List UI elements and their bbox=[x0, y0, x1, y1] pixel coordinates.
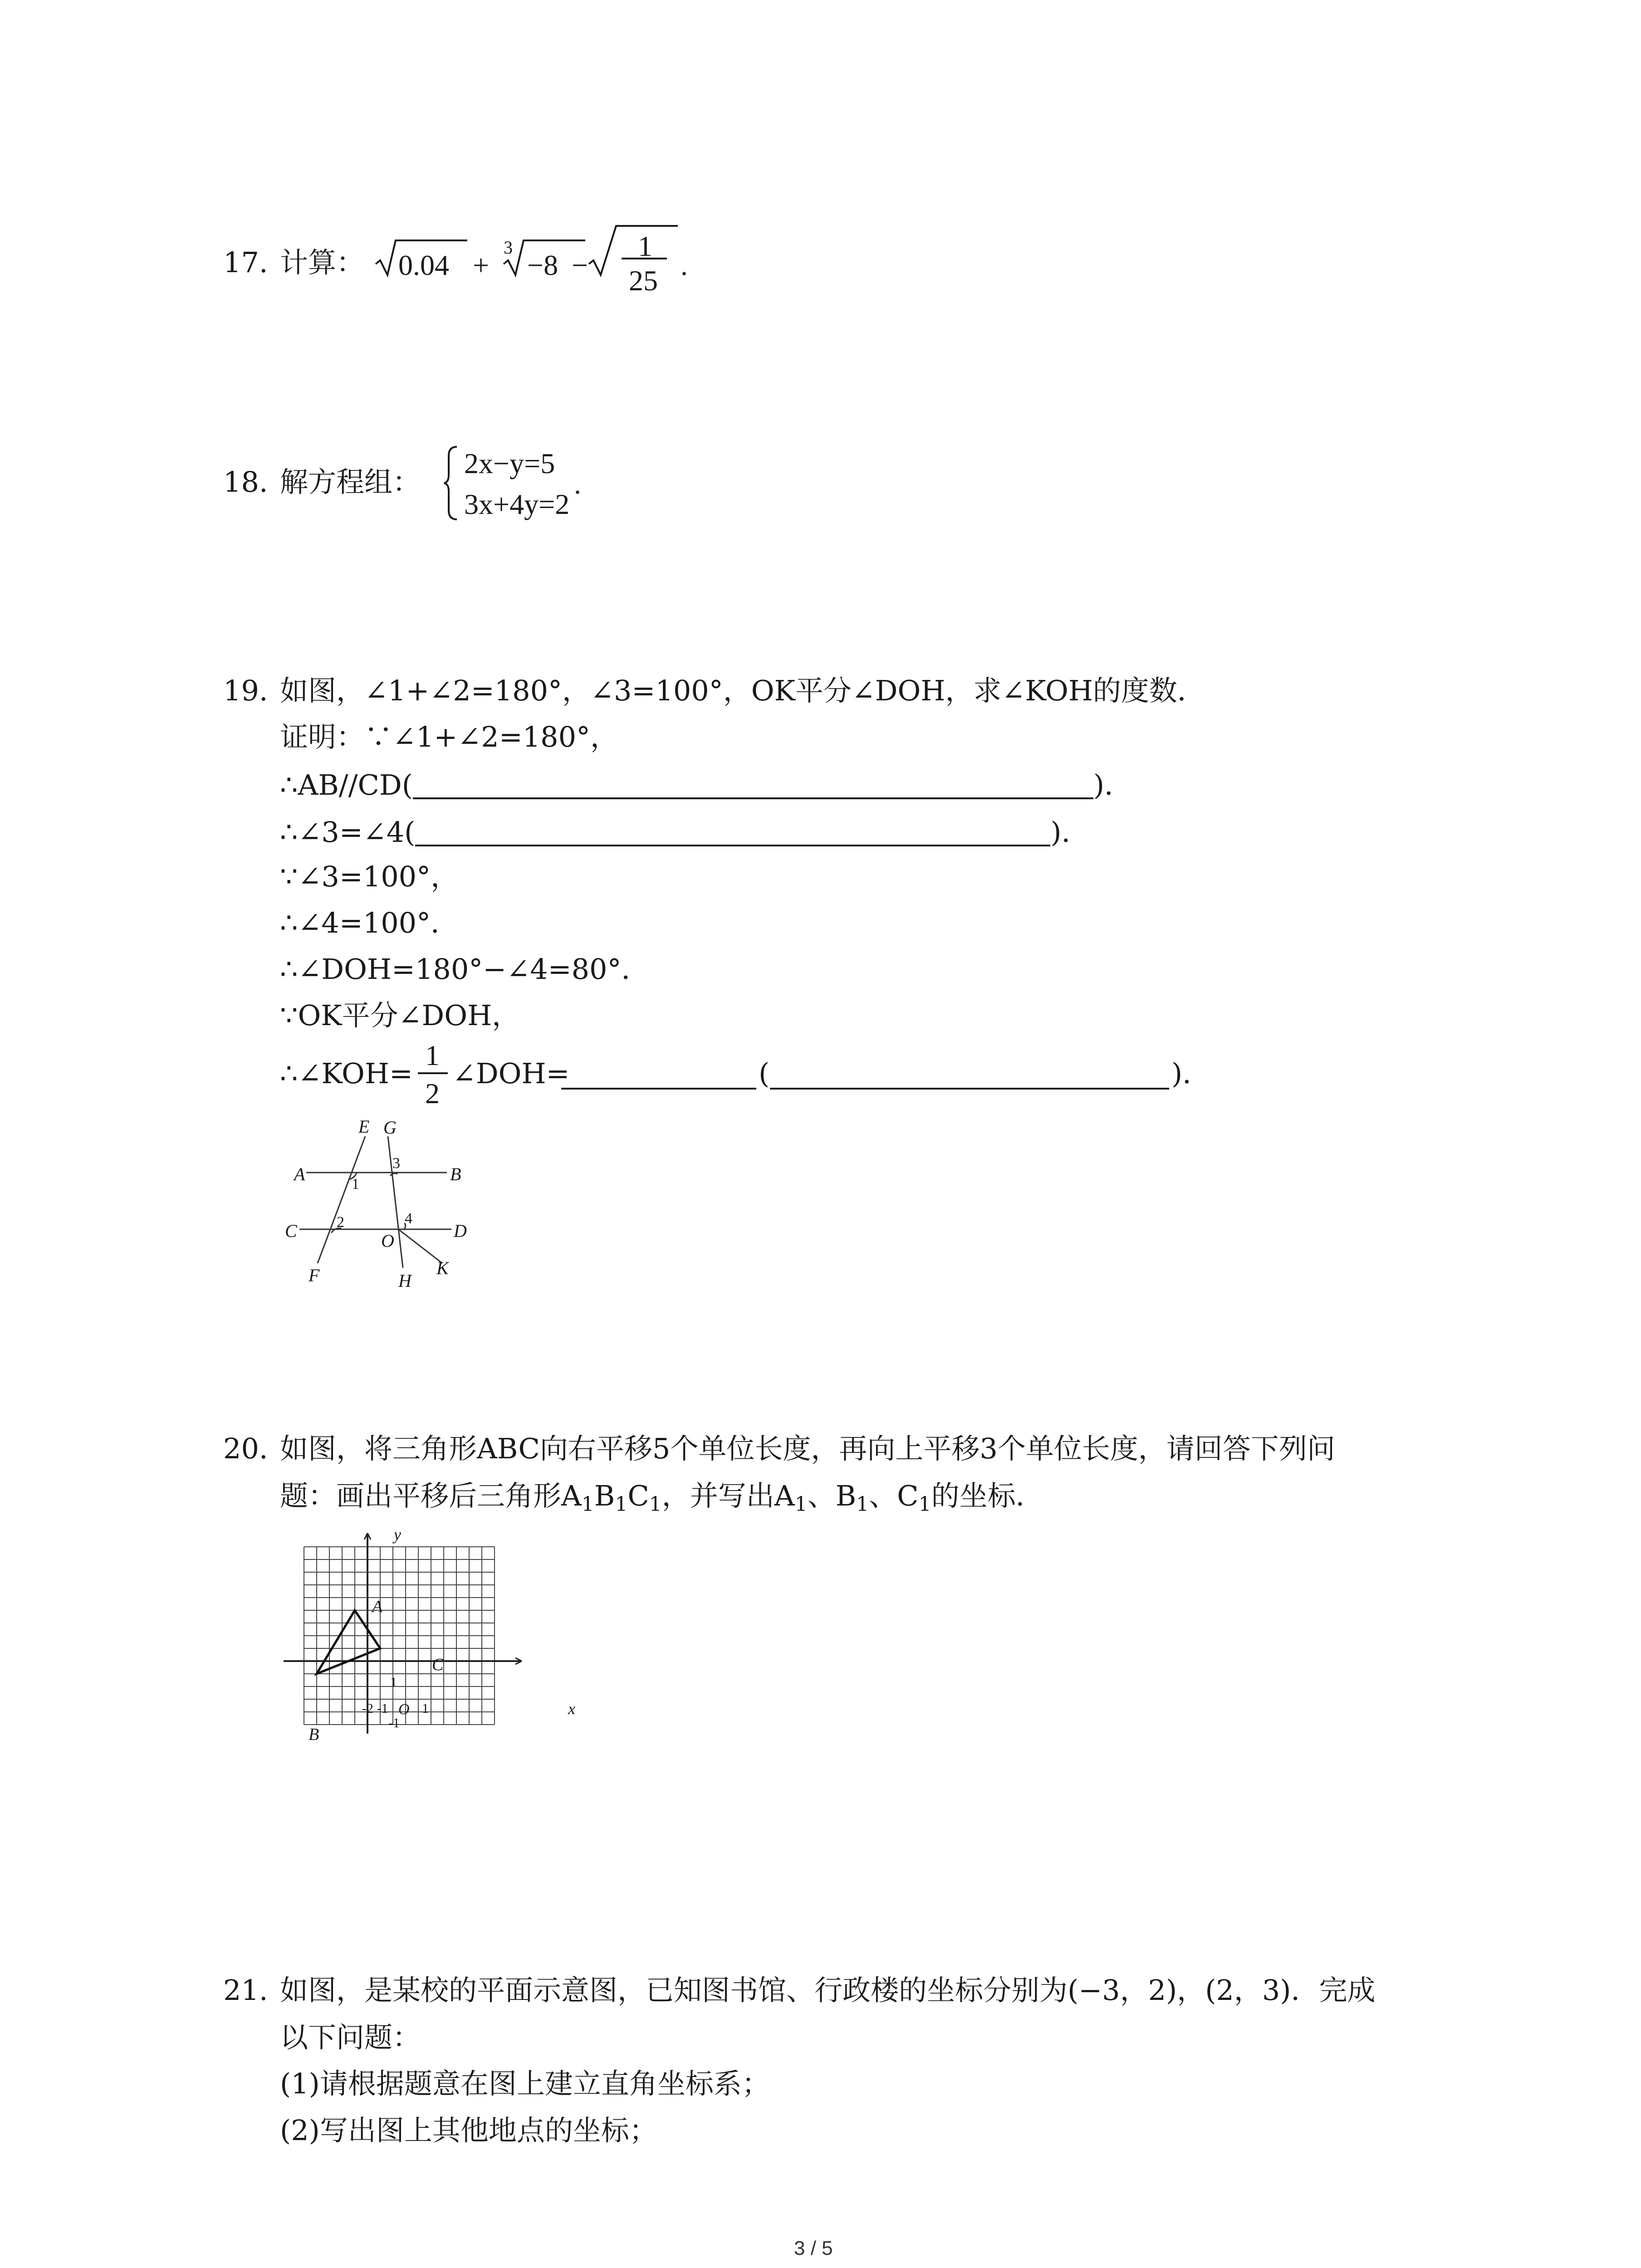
q17-expression bbox=[372, 213, 699, 304]
q20-line-2-e: 、B bbox=[807, 1479, 857, 1512]
q19-label-e: E bbox=[358, 1116, 370, 1137]
q20-line-2-f: 、C bbox=[869, 1479, 919, 1512]
q17-term1: 0.04 bbox=[398, 249, 449, 281]
q20-sub-c1b: 1 bbox=[918, 1493, 931, 1516]
q21-item-2: (2)写出图上其他地点的坐标； bbox=[280, 2114, 657, 2147]
q19-label-k: K bbox=[436, 1258, 449, 1278]
q20-grid-drawing bbox=[277, 1529, 603, 1823]
q20-x-axis-label: x bbox=[568, 1700, 575, 1718]
q18-period: . bbox=[574, 468, 581, 500]
q20-sub-b1: 1 bbox=[615, 1493, 628, 1516]
q19-label-c: C bbox=[285, 1221, 297, 1241]
q20-line-2-g: 的坐标． bbox=[931, 1479, 1044, 1512]
q21-line-2: 以下问题： bbox=[280, 2021, 421, 2054]
q18-label: 解方程组： bbox=[280, 465, 421, 499]
q19-angle-2: 2 bbox=[337, 1214, 344, 1231]
line-ef bbox=[318, 1136, 365, 1263]
q20-sub-b1b: 1 bbox=[856, 1493, 869, 1516]
q20-sub-a1: 1 bbox=[581, 1493, 594, 1516]
q20-sub-c1: 1 bbox=[649, 1493, 662, 1516]
q20-tick-m1y: -1 bbox=[388, 1716, 400, 1730]
q19-line-3-text: ∴∠3=∠4( bbox=[280, 816, 416, 849]
ray-ok bbox=[398, 1229, 442, 1263]
q19-label-d: D bbox=[454, 1221, 467, 1241]
q19-label-f: F bbox=[309, 1265, 320, 1286]
q19-line-2-close: )． bbox=[1093, 768, 1133, 802]
q20-tick-neg-x: -2 -1 bbox=[362, 1701, 388, 1716]
q20-sub-a1b: 1 bbox=[794, 1493, 808, 1516]
q20-label-o: O bbox=[398, 1701, 410, 1718]
q19-line-8-text: ∴∠KOH= bbox=[280, 1057, 413, 1090]
q18-system bbox=[442, 442, 588, 524]
q19-half-bar bbox=[418, 1072, 448, 1074]
q19-line-4: ∵∠3=100°， bbox=[280, 860, 459, 893]
q17-minus: − bbox=[572, 249, 588, 281]
q20-line-2-d: ，并写出A bbox=[661, 1479, 795, 1512]
q19-line-8-mid: ∠DOH= bbox=[452, 1057, 570, 1090]
q20-line-1: 如图，将三角形ABC向右平移5个单位长度，再向上平移3个单位长度，请回答下列问 bbox=[280, 1432, 1335, 1465]
q19-blank-2[interactable] bbox=[415, 816, 1050, 846]
q19-label-o: O bbox=[381, 1231, 394, 1251]
q19-label-h: H bbox=[398, 1271, 411, 1291]
q17-label: 计算： bbox=[280, 246, 365, 279]
q19-line-2 bbox=[280, 768, 1133, 802]
q19-line-3 bbox=[280, 816, 1090, 849]
q17-denominator: 25 bbox=[629, 264, 658, 297]
q20-number: 20. bbox=[223, 1432, 268, 1465]
q17-cube-index: 3 bbox=[504, 237, 513, 258]
q19-line-5: ∴∠4=100°． bbox=[280, 906, 459, 939]
q19-line-8 bbox=[280, 1039, 1233, 1116]
q19-line-7: ∵OK平分∠DOH， bbox=[280, 999, 520, 1032]
q20-line-2-c: C bbox=[627, 1479, 649, 1512]
q19-angle-3: 3 bbox=[392, 1155, 400, 1172]
q19-line-3-close: )． bbox=[1050, 816, 1090, 849]
q20-line-2 bbox=[280, 1479, 1044, 1516]
q19-blank-4[interactable] bbox=[770, 1060, 1169, 1090]
q19-line-8-close: )． bbox=[1171, 1057, 1211, 1090]
q19-half-numerator: 1 bbox=[425, 1039, 440, 1071]
q20-line-2-a: 题：画出平移后三角形A bbox=[280, 1479, 582, 1512]
q20-y-axis-label: y bbox=[394, 1525, 401, 1544]
q19-label-b: B bbox=[450, 1164, 461, 1184]
q21-line-1: 如图，是某校的平面示意图，已知图书馆、行政楼的坐标分别为(−3，2)，(2，3)．完成 bbox=[280, 1974, 1376, 2007]
q19-line-8-open: ( bbox=[759, 1057, 770, 1090]
q19-stem: 如图，∠1+∠2=180°，∠3=100°，OK平分∠DOH，求∠KOH的度数． bbox=[280, 674, 1205, 707]
q17-period: . bbox=[681, 249, 688, 281]
q21-number: 21. bbox=[223, 1974, 268, 2007]
q19-line-6: ∴∠DOH=180°−∠4=80°． bbox=[280, 953, 650, 986]
q19-line-2-text: ∴AB//CD( bbox=[280, 768, 413, 802]
page-number: 3 / 5 bbox=[794, 2237, 833, 2259]
q17-term2: −8 bbox=[527, 249, 558, 281]
q19-blank-3[interactable] bbox=[561, 1060, 756, 1090]
q19-number: 19. bbox=[223, 674, 268, 707]
q19-angle-4: 4 bbox=[405, 1210, 412, 1227]
q19-angle-1: 1 bbox=[352, 1176, 359, 1193]
q18-brace bbox=[442, 442, 460, 524]
q19-figure bbox=[281, 1111, 472, 1306]
q19-label-a: A bbox=[294, 1164, 305, 1184]
q18-equation-1: 2x−y=5 bbox=[464, 447, 555, 479]
q19-half-denominator: 2 bbox=[425, 1077, 440, 1110]
q17-plus: + bbox=[473, 249, 490, 281]
q19-blank-1[interactable] bbox=[413, 769, 1093, 799]
q17-number: 17. bbox=[223, 246, 268, 279]
q20-label-a: A bbox=[372, 1597, 383, 1616]
q20-grid-figure bbox=[277, 1525, 603, 1823]
q19-label-g: G bbox=[383, 1117, 397, 1138]
q18-number: 18. bbox=[223, 465, 268, 499]
q20-tick-1y: 1 bbox=[390, 1675, 397, 1690]
q18-equation-2: 3x+4y=2 bbox=[464, 488, 570, 520]
q21-item-1: (1)请根据题意在图上建立直角坐标系； bbox=[280, 2067, 770, 2100]
q20-label-b: B bbox=[309, 1725, 319, 1744]
q20-label-c: C bbox=[432, 1655, 444, 1674]
triangle-abc bbox=[317, 1610, 380, 1674]
q20-line-2-b: B bbox=[594, 1479, 615, 1512]
q19-proof-label: 证明：∵∠1+∠2=180°， bbox=[280, 720, 619, 753]
q20-tick-1x: 1 bbox=[422, 1701, 429, 1716]
q17-numerator: 1 bbox=[638, 230, 652, 262]
